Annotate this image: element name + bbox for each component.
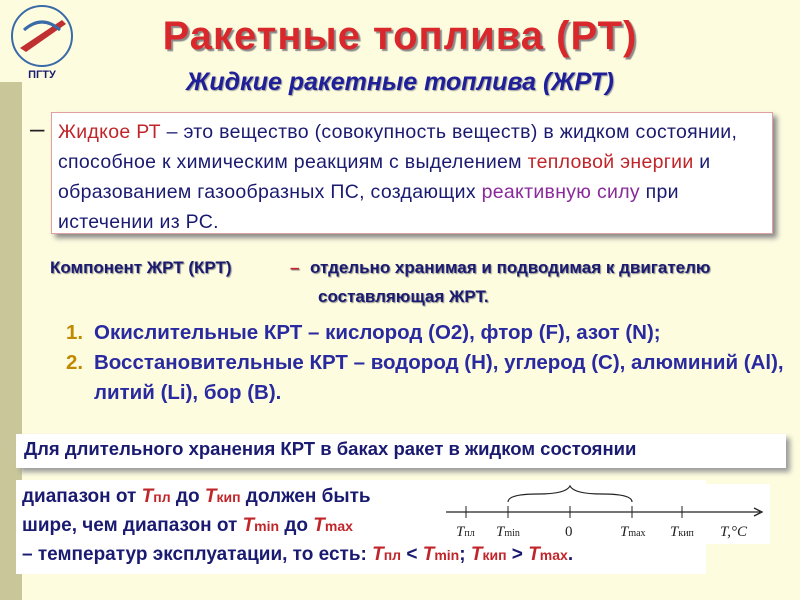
range-line-3: – температур эксплуатации, то есть: Tпл < Tmin; Tкип > Tmax. <box>22 544 574 565</box>
axis-label-tmin: Tmin <box>496 524 520 540</box>
list-text: Восстановительные КРТ – водород (H), углерод (C), алюминий (Al), литий (Li), бор (B). <box>94 351 784 404</box>
component-list <box>66 318 786 408</box>
def-text-1: – это вещество (совокупность веществ) в жидком состоянии, способное к химическим реакциям с выделением <box>58 121 738 173</box>
def-term-thermal: тепловой энергии <box>527 151 694 173</box>
logo-abbr: ПГТУ <box>28 69 56 81</box>
def-term-thrust: реактивную силу <box>481 181 640 203</box>
axis-label-zero: 0 <box>565 524 573 540</box>
definition-bullet: – <box>30 113 45 143</box>
component-definition-line2: составляющая ЖРТ. <box>318 287 489 306</box>
axis-label-tc: T,°C <box>720 524 747 540</box>
definition-box <box>51 112 773 234</box>
list-item <box>66 348 786 408</box>
def-text-3: при истечении из РС. <box>58 181 679 233</box>
range-line-1: диапазон от Tпл до Tкип должен быть <box>22 486 371 507</box>
component-dash: – <box>290 258 300 277</box>
component-definition-line1: отдельно хранимая и подводимая к двигателю <box>310 258 711 277</box>
list-number: 1. <box>66 321 84 344</box>
page-subtitle: Жидкие ракетные топлива (ЖРТ) <box>186 68 614 96</box>
list-item <box>66 318 786 348</box>
page-title: Ракетные топлива (РТ) <box>162 14 638 58</box>
axis-label-tpl: Tпл <box>456 524 475 540</box>
component-label: Компонент ЖРТ (КРТ) <box>50 258 232 277</box>
range-line-2: шире, чем диапазон от Tmin до Tmax <box>22 515 353 536</box>
list-text: Окислительные КРТ – кислород (О2), фтор (F), азот (N); <box>94 321 661 344</box>
axis-label-tkip: Tкип <box>670 524 694 540</box>
storage-note: Для длительного хранения КРТ в баках ракет в жидком состоянии <box>16 434 786 468</box>
axis-label-tmax: Tmax <box>620 524 646 540</box>
def-text-2: и образованием газообразных ПС, создающих <box>58 151 711 203</box>
def-term: Жидкое РТ <box>58 121 161 143</box>
list-number: 2. <box>66 351 84 374</box>
temperature-axis <box>438 484 770 544</box>
